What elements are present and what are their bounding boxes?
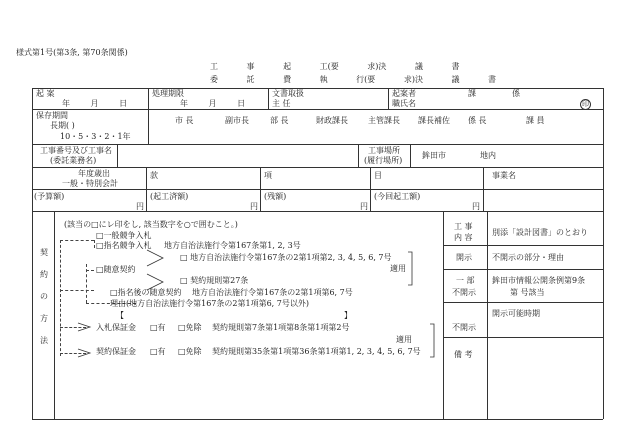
post-designation-checkbox[interactable]: □指名後の随意契約 — [110, 288, 182, 297]
general-bid-checkbox[interactable]: □一般競争入札 — [96, 231, 152, 240]
approver-director: 部 長 — [270, 116, 289, 125]
contract-label-4: 方 — [40, 314, 48, 323]
started-yen: 円 — [250, 202, 258, 211]
section-label: 課 — [468, 89, 476, 98]
brace-icon — [408, 252, 412, 285]
title-construction: 工 事 起 工(要 求)決 議 書 — [210, 62, 460, 71]
arrow-icon — [78, 349, 90, 357]
brace-icon — [430, 324, 434, 357]
clause-label: 第 号該当 — [510, 288, 545, 297]
bracket-right: 】 — [344, 311, 352, 320]
retention-label: 保存期間 — [36, 111, 68, 120]
current-amount-label: (今回起工額) — [374, 192, 421, 201]
remaining-label: (残額) — [264, 192, 287, 201]
applicable-label: 適用 — [390, 264, 406, 273]
construction-name-label: 工事番号及び工事名 — [40, 146, 112, 155]
long-term-label: 長期( ) — [50, 121, 75, 130]
started-amount-label: (起工済額) — [150, 192, 189, 201]
arrow-icon — [147, 250, 163, 266]
current-yen: 円 — [472, 202, 480, 211]
approver-deputy-mayor: 副市長 — [225, 116, 249, 125]
work-content-label-2: 内 容 — [454, 233, 473, 242]
name-label: 職氏名 — [392, 99, 416, 108]
instruction-note: (該当の□にレ印をし, 該当数字を○で囲むこと。) — [64, 220, 238, 229]
designated-bid-law: 地方自治法施行令第167条第1, 2, 3号 — [164, 241, 301, 250]
kian-label: 起 案 — [36, 89, 55, 98]
site-label: 工事場所 — [368, 146, 400, 155]
budget-label: (予算額) — [34, 192, 65, 201]
within-label: 地内 — [480, 151, 496, 160]
remaining-yen: 円 — [360, 202, 368, 211]
city-name: 鉾田市 — [422, 151, 446, 160]
negotiated-contract-checkbox[interactable]: □随意契約 — [96, 265, 136, 274]
chief-label: 主 任 — [272, 99, 291, 108]
retention-years: 10・5・3・2・1年 — [60, 132, 131, 141]
deadline-date: 年 月 日 — [180, 99, 246, 108]
account-label: 一般・特別会計 — [62, 179, 118, 188]
document-handling-label: 文書取扱 — [272, 89, 304, 98]
contract-label-5: 法 — [40, 336, 48, 345]
contract-deposit-yes[interactable]: □有 — [150, 347, 166, 356]
disclosure-date-label: 開示可能時期 — [492, 309, 540, 318]
approver-subsection-chief: 係 長 — [468, 116, 487, 125]
bid-deposit-exempt[interactable]: □免除 — [178, 323, 202, 332]
nondisclosure-reason-label: 不開示の部分・理由 — [492, 253, 564, 262]
disclosure-label: 開示 — [456, 253, 472, 262]
contract-deposit-exempt[interactable]: □免除 — [178, 347, 202, 356]
budget-yen: 円 — [136, 202, 144, 211]
performance-site-label: (履行場所) — [364, 156, 403, 165]
kian-date: 年 月 日 — [62, 99, 128, 108]
work-content-label-1: 工 事 — [454, 222, 473, 231]
contract-label-3: の — [40, 292, 48, 301]
deadline-label: 処理期限 — [152, 89, 184, 98]
contract-label-1: 契 — [40, 248, 48, 257]
remarks-label: 備 考 — [454, 350, 473, 359]
kou-label: 項 — [264, 171, 272, 180]
ordinance-label: 鉾田市情報公開条例第9条 — [492, 276, 586, 285]
moku-label: 目 — [374, 171, 382, 180]
subsection-label: 係 — [512, 89, 520, 98]
law-option-1[interactable]: □ 地方自治法施行令第167条の2第1項第2, 3, 4, 5, 6, 7号 — [180, 253, 392, 262]
drafter-label: 起案者 — [392, 89, 416, 98]
bid-deposit-law: 契約規則第7条第1項第8条第1項第2号 — [212, 323, 350, 332]
bid-deposit-yes[interactable]: □有 — [150, 323, 166, 332]
work-content-value: 別添「設計図書」のとおり — [492, 228, 588, 237]
approver-mayor: 市 長 — [175, 116, 194, 125]
designated-bid-checkbox[interactable]: □指名競争入札 — [96, 241, 152, 250]
approver-finance-chief: 財政課長 — [316, 116, 348, 125]
form-number: 様式第1号(第3条, 第70条関係) — [16, 48, 128, 57]
commission-name-label: (委託業務名) — [50, 156, 97, 165]
approver-dept-chief: 主管課長 — [368, 116, 400, 125]
post-designation-law: 地方自治法施行令第167条の2第1項第6, 7号 — [192, 288, 353, 297]
nondisclosure-label: 不開示 — [452, 288, 476, 297]
bracket-left: 【 — [116, 311, 124, 320]
contract-label-2: 約 — [40, 270, 48, 279]
bid-deposit-label: 入札保証金 — [96, 323, 136, 332]
applicable-label-2: 適用 — [396, 335, 412, 344]
contract-deposit-label: 契約保証金 — [96, 347, 136, 356]
approver-assistant: 課長補佐 — [418, 116, 450, 125]
approver-staff: 課 員 — [526, 116, 545, 125]
title-commission: 委 託 費 執 行(要 求)決 議 書 — [210, 75, 497, 84]
law-option-2[interactable]: □ 契約規則第27条 — [180, 276, 249, 285]
project-name-label: 事業名 — [492, 171, 516, 180]
partial-label: 一 部 — [456, 276, 475, 285]
reason-label: 理由(地方自治法施行令第167条の2第1項第6, 7号以外) — [110, 299, 309, 308]
contract-deposit-law: 契約規則第35条第1項第36条第1項第1, 2, 3, 4, 5, 6, 7号 — [212, 347, 421, 356]
seal-icon: 印 — [582, 100, 589, 108]
arrow-icon — [78, 323, 90, 331]
kan-label: 款 — [150, 171, 158, 180]
nondisclosure-label-2: 不開示 — [452, 323, 476, 332]
fiscal-year-label: 年度歳出 — [78, 169, 110, 178]
